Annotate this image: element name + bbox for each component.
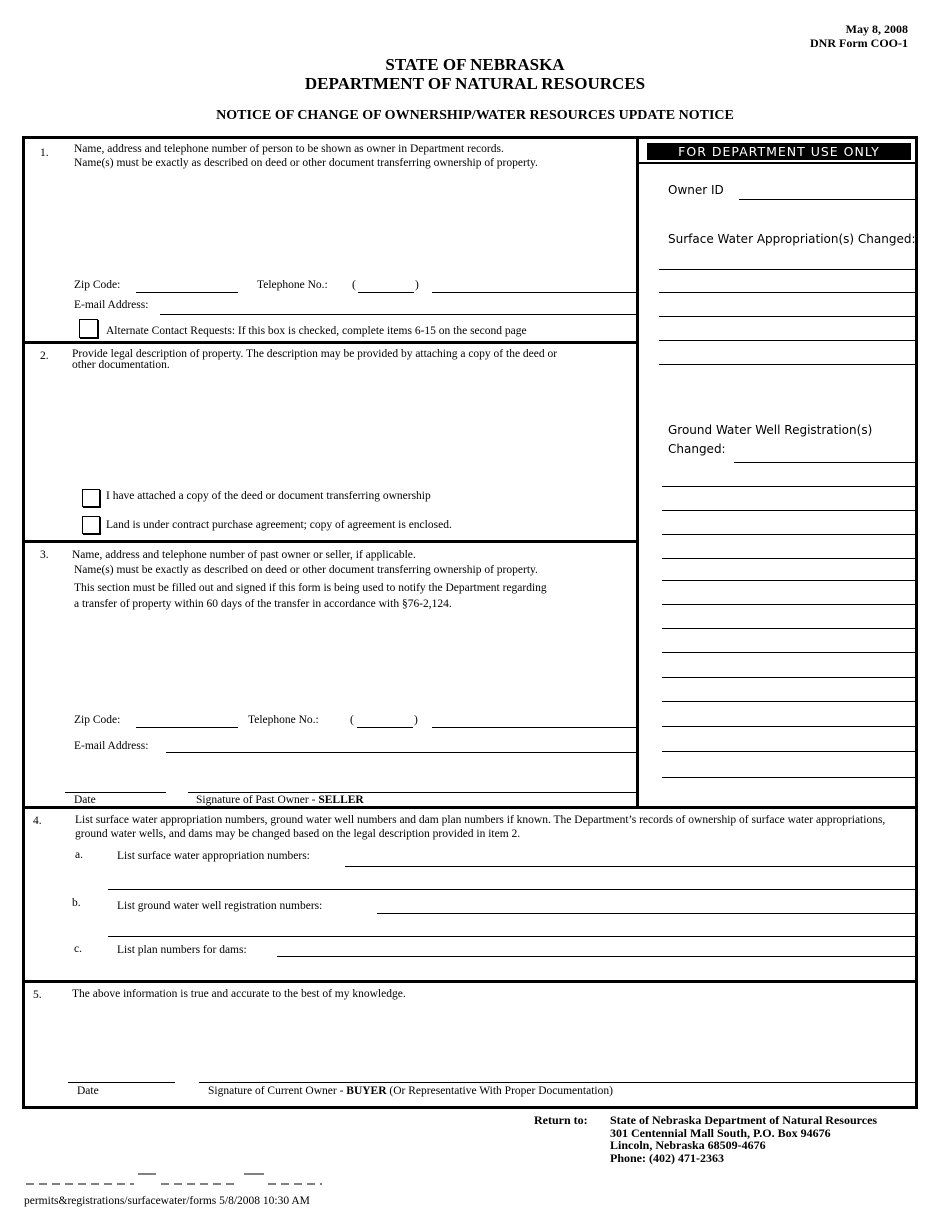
footer-file-path: permits&registrations/surfacewater/forms 5/8/2008 10:30 AM — [24, 1195, 310, 1207]
section4-line1: List surface water appropriation numbers, ground water well numbers and dam plan numbers if known. The Department’s records of ownership of surface water appropriations, — [75, 814, 886, 826]
state-title: STATE OF NEBRASKA — [385, 55, 565, 74]
alternate-contact-label: Alternate Contact Requests: If this box is checked, complete items 6-15 on the second page — [106, 325, 527, 337]
section5-text: The above information is true and accurate to the best of my knowledge. — [72, 988, 406, 1000]
contract-purchase-checkbox[interactable] — [82, 516, 100, 534]
section3-line3: This section must be filled out and signed if this form is being used to notify the Department regarding — [74, 582, 547, 594]
section1-phone-label: Telephone No.: — [257, 279, 328, 291]
return-address-line2: 301 Centennial Mall South, P.O. Box 94676 — [610, 1126, 831, 1140]
ground-water-field-6[interactable] — [662, 580, 916, 581]
dept-use-header: FOR DEPARTMENT USE ONLY — [646, 143, 912, 160]
section2-number: 2. — [40, 350, 49, 362]
ground-water-field-12[interactable] — [662, 726, 916, 727]
section4b-label: List ground water well registration numbers: — [117, 900, 323, 912]
section3-zip-label: Zip Code: — [74, 714, 121, 726]
section4c-letter: c. — [74, 943, 82, 955]
section4a-label: List surface water appropriation numbers: — [117, 850, 310, 862]
seller-date-label: Date — [74, 794, 96, 806]
alternate-contact-checkbox[interactable] — [79, 319, 98, 338]
surface-water-numbers-field-1[interactable] — [345, 866, 916, 867]
ground-water-field-10[interactable] — [662, 677, 916, 678]
section4-number: 4. — [33, 815, 42, 827]
surface-water-changed-label: Surface Water Appropriation(s) Changed: — [668, 232, 916, 246]
section2-line1: Provide legal description of property. The description may be provided by attaching a copy of the deed or — [72, 348, 558, 360]
ground-water-changed-label-2: Changed: — [668, 442, 726, 456]
surface-water-field-1[interactable] — [659, 269, 916, 270]
ground-water-field-11[interactable] — [662, 701, 916, 702]
section3-line4: a transfer of property within 60 days of the transfer in accordance with §76-2,124. — [74, 598, 452, 610]
surface-water-field-2[interactable] — [659, 292, 916, 293]
ground-water-changed-label-1: Ground Water Well Registration(s) — [668, 423, 873, 437]
section4b-letter: b. — [72, 897, 81, 909]
return-to-label: Return to: — [534, 1113, 588, 1127]
section4a-letter: a. — [75, 849, 83, 861]
section3-paren-close: ) — [414, 714, 418, 726]
ground-water-field-8[interactable] — [662, 628, 916, 629]
department-title: DEPARTMENT OF NATURAL RESOURCES — [304, 74, 646, 93]
section4-line2: ground water wells, and dams may be changed based on the legal description provided in item 2. — [75, 828, 521, 840]
ground-water-field-13[interactable] — [662, 751, 916, 752]
section3-number: 3. — [40, 549, 49, 561]
contract-purchase-label: Land is under contract purchase agreement; copy of agreement is enclosed. — [106, 519, 452, 531]
ground-water-field-14[interactable] — [662, 777, 916, 778]
section5-number: 5. — [33, 989, 42, 1001]
buyer-signature-field[interactable] — [199, 1082, 916, 1083]
section1-line2: Name(s) must be exactly as described on deed or other document transferring ownership of property. — [74, 157, 538, 169]
surface-water-field-5[interactable] — [659, 364, 916, 365]
form-frame — [22, 136, 918, 1109]
ground-water-field-2[interactable] — [662, 486, 916, 487]
section1-number: 1. — [40, 147, 49, 159]
divider-2-3 — [24, 540, 637, 543]
deed-attached-label: I have attached a copy of the deed or document transferring ownership — [106, 490, 431, 502]
surface-water-field-4[interactable] — [659, 340, 916, 341]
section3-paren-open: ( — [350, 714, 354, 726]
surface-water-field-3[interactable] — [659, 316, 916, 317]
ground-water-field-9[interactable] — [662, 652, 916, 653]
section1-area-code-field[interactable] — [358, 292, 414, 293]
seller-signature-label: Signature of Past Owner - SELLER — [196, 794, 364, 806]
return-address-line1: State of Nebraska Department of Natural Resources — [610, 1113, 878, 1127]
deed-attached-checkbox[interactable] — [82, 489, 100, 507]
section3-email-label: E-mail Address: — [74, 740, 149, 752]
return-address-phone: Phone: (402) 471-2363 — [610, 1151, 724, 1165]
owner-id-label: Owner ID — [668, 183, 724, 197]
buyer-signature-label: Signature of Current Owner - BUYER (Or Representative With Proper Documentation) — [208, 1085, 613, 1097]
header-date: May 8, 2008 — [845, 22, 908, 36]
ground-water-field-1[interactable] — [734, 462, 916, 463]
buyer-date-label: Date — [77, 1085, 99, 1097]
ground-water-field-5[interactable] — [662, 558, 916, 559]
section1-zip-label: Zip Code: — [74, 279, 121, 291]
ground-water-field-3[interactable] — [662, 510, 916, 511]
section1-paren-close: ) — [415, 279, 419, 291]
section3-line2: Name(s) must be exactly as described on deed or other document transferring ownership of property. — [74, 564, 538, 576]
column-divider — [636, 138, 639, 808]
return-address-line3: Lincoln, Nebraska 68509-4676 — [610, 1138, 766, 1152]
ground-water-field-7[interactable] — [662, 604, 916, 605]
section3-zip-field[interactable] — [136, 727, 238, 728]
section3-line1: Name, address and telephone number of past owner or seller, if applicable. — [72, 549, 416, 561]
divider-4-5 — [24, 980, 917, 983]
ground-water-numbers-field-2[interactable] — [108, 936, 916, 937]
section3-phone-label: Telephone No.: — [248, 714, 319, 726]
section1-paren-open: ( — [352, 279, 356, 291]
notice-title: NOTICE OF CHANGE OF OWNERSHIP/WATER RESOURCES UPDATE NOTICE — [216, 108, 734, 123]
ground-water-field-4[interactable] — [662, 534, 916, 535]
section3-area-code-field[interactable] — [357, 727, 413, 728]
section4c-label: List plan numbers for dams: — [117, 944, 247, 956]
section3-phone-field[interactable] — [432, 727, 636, 728]
ground-water-numbers-field-1[interactable] — [377, 913, 916, 914]
owner-id-field[interactable] — [739, 199, 916, 200]
section1-line1: Name, address and telephone number of person to be shown as owner in Department records. — [74, 143, 504, 155]
section2-line2: other documentation. — [72, 359, 170, 371]
section1-email-field[interactable] — [160, 314, 636, 315]
seller-date-field[interactable] — [65, 792, 166, 793]
form-id: DNR Form COO-1 — [810, 36, 908, 50]
divider-3-4 — [24, 806, 917, 809]
decorative-dash-line — [24, 1168, 324, 1188]
buyer-date-field[interactable] — [68, 1082, 175, 1083]
surface-water-numbers-field-2[interactable] — [108, 889, 916, 890]
section3-email-field[interactable] — [166, 752, 636, 753]
seller-signature-field[interactable] — [188, 792, 636, 793]
section1-phone-field[interactable] — [432, 292, 636, 293]
dam-plan-numbers-field[interactable] — [277, 956, 916, 957]
section1-zip-field[interactable] — [136, 292, 238, 293]
dept-use-header-bar — [638, 138, 916, 164]
divider-1-2 — [24, 341, 637, 344]
section1-email-label: E-mail Address: — [74, 299, 149, 311]
